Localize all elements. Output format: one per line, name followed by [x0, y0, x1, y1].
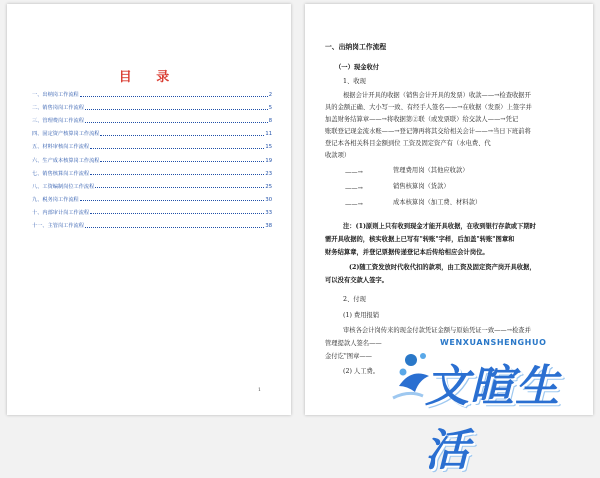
toc-entry-page: 30	[265, 196, 272, 203]
list-item: 成本核算岗（加工费、材料款）	[393, 199, 482, 206]
toc-entry-label: 八、工资编制岗位工作流程	[32, 183, 95, 190]
toc-entry[interactable]	[32, 89, 272, 98]
toc-leader-dots	[80, 96, 268, 97]
toc-entry-label: 一、出纳岗工作流程	[32, 92, 79, 98]
toc-page	[7, 4, 291, 415]
paragraph-line: 登记本各相关科目金额到位 工资及固定资产有（水电费、代	[325, 140, 491, 147]
paragraph-line: 账联登记现金流水账——→登记簿再将其交给相关会计——→当日下班前将	[325, 128, 531, 135]
note-line: 注：(1)原则上只有收到现金才能开具收据，在收到银行存款或下期时	[343, 223, 536, 230]
toc-entry-label: 五、材料审核岗工作流程	[32, 144, 90, 151]
toc-entry[interactable]	[32, 220, 272, 229]
toc-entry-label: 十一、主管岗工作流程	[32, 223, 84, 229]
toc-entry-label: 七、销售核算岗工作流程	[32, 170, 90, 177]
list-item: 管理费用岗（其他应收款）	[393, 167, 469, 174]
toc-leader-dots	[90, 174, 264, 175]
toc-entry-page: 2	[268, 92, 272, 98]
paragraph-line: 加盖财务结算章——→将收据第②联（或发票联）给交款人——→凭记	[325, 116, 519, 123]
sub-heading: 2、付现	[343, 296, 366, 303]
toc-leader-dots	[90, 213, 264, 214]
toc-entry-label: 十、内部审计岗工作流程	[32, 209, 90, 216]
list-item: 销售核算岗（货款）	[393, 183, 450, 190]
note-line: 财务结算章，并登记票据传递登记本后传给相应会计岗位。	[325, 249, 489, 256]
watermark-logo	[385, 330, 600, 476]
toc-entry[interactable]	[32, 168, 272, 177]
toc-entry-label: 九、税务岗工作流程	[32, 196, 79, 203]
section-heading: （一）现金收付	[335, 64, 380, 71]
toc-entry-page: 25	[265, 183, 272, 190]
arrow-icon: ——→	[345, 185, 363, 192]
toc-entry[interactable]	[32, 181, 272, 190]
paragraph-line: 收款项）	[325, 152, 351, 159]
note-line: (2)随工资发放时代收代扣的款项，由工资及固定资产岗开具收据，	[349, 264, 536, 271]
toc-entry-page: 19	[265, 157, 272, 164]
paragraph-line: 根据会计开具的收据（销售会计开具的发票）收款——→检查收据开	[343, 92, 531, 99]
arrow-icon: ——→	[345, 169, 363, 176]
toc-leader-dots	[100, 135, 264, 136]
paragraph-line: 管理提款人签名——	[325, 340, 382, 347]
logo-text-cn: 文暄生活	[425, 361, 560, 476]
toc-entry-page: 5	[268, 105, 272, 112]
sub-heading: 1、收现	[343, 78, 366, 85]
toc-entry-page: 23	[265, 170, 272, 177]
toc-leader-dots	[95, 187, 264, 188]
sub-heading: (2) 人工费。	[343, 368, 380, 375]
toc-entry-page: 15	[265, 144, 272, 151]
paragraph-line: 审核各会计岗传来的现金付款凭证金额与原始凭证一致——→检查并	[343, 327, 531, 334]
note-line: 可以没有交款人签字。	[325, 277, 388, 284]
toc-leader-dots	[85, 109, 268, 110]
sub-heading: (1) 费用报销	[343, 312, 380, 319]
paragraph-line: 具的金额正确、大小写一致、有经手人签名——→在收据（发票）上签字并	[325, 104, 532, 111]
toc-entry-page: 8	[268, 118, 272, 125]
toc-entry[interactable]	[32, 207, 272, 216]
toc-leader-dots	[80, 200, 265, 201]
toc-leader-dots	[100, 161, 264, 162]
logo-text-en: WENXUANSHENGHUO	[440, 338, 547, 347]
chapter-heading: 一、出纳岗工作流程	[325, 43, 387, 51]
toc-entry-label: 二、销售岗岗工作流程	[32, 105, 84, 112]
toc-entry[interactable]	[32, 115, 272, 124]
toc-entry-label: 六、生产成本核算岗工作流程	[32, 157, 100, 164]
toc-entry[interactable]	[32, 102, 272, 111]
paragraph-line: 金付讫"图章——	[325, 353, 372, 360]
toc-title: 目 录	[118, 70, 180, 85]
toc-entry[interactable]	[32, 141, 272, 150]
arrow-icon: ——→	[345, 201, 363, 208]
toc-entry-page: 38	[265, 223, 272, 229]
toc-leader-dots	[85, 227, 265, 228]
toc-entry-label: 四、固定资产核算岗工作流程	[32, 131, 100, 138]
note-line: 需开具收据的，核实收据上已写有"转账"字样，后加盖"转账"图章和	[325, 236, 515, 243]
toc-entry-label: 三、管理费岗工作流程	[32, 118, 84, 125]
page-number: 1	[257, 387, 261, 393]
toc-entry[interactable]	[32, 128, 272, 137]
toc-leader-dots	[90, 148, 264, 149]
toc-entry-page: 11	[265, 131, 272, 138]
toc-entry-page: 33	[265, 209, 272, 216]
toc-entry[interactable]	[32, 194, 272, 203]
toc-entry[interactable]	[32, 155, 272, 164]
toc-leader-dots	[85, 122, 268, 123]
